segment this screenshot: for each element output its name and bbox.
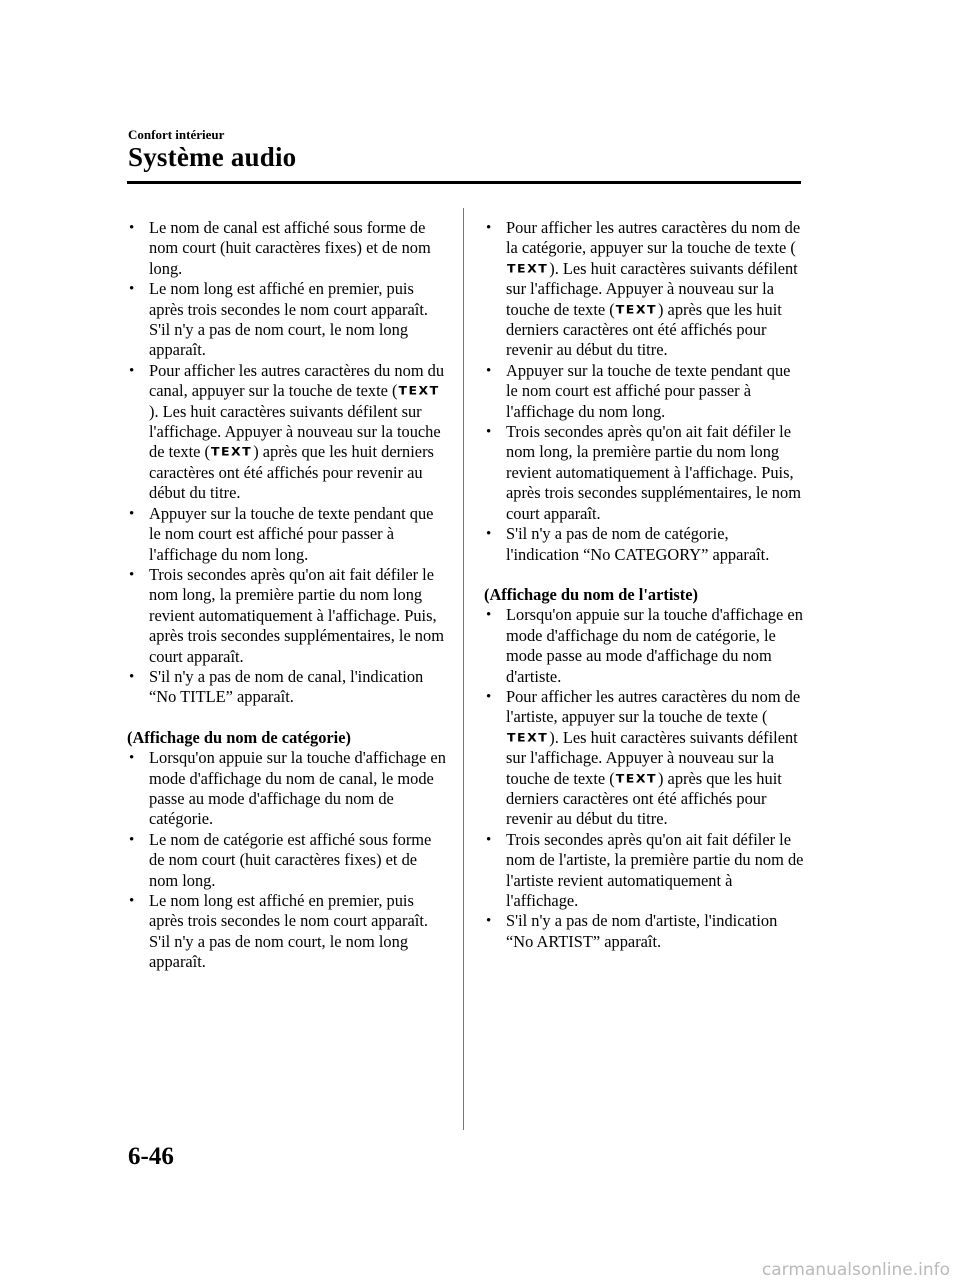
list-item — [484, 687, 804, 830]
list-item-text: ) après que les huit derniers caractères ont été affichés pour revenir au début du titre. — [149, 442, 434, 503]
list-item: • Trois secondes après qu'on ait fait défiler le nom long, la première partie du nom long revient automatiquement à l'affichage. Puis, après trois secondes supplémentaires, le nom court apparaît. — [127, 565, 447, 667]
page-title: Système audio — [128, 142, 297, 172]
category-bullet-list — [127, 748, 447, 972]
list-item: • S'il n'y a pas de nom d'artiste, l'indication “No ARTIST” apparaît. — [484, 911, 804, 952]
text-key-icon: TEXT — [507, 730, 549, 745]
artist-heading: (Affichage du nom de l'artiste) — [484, 584, 698, 604]
list-item-text: ). Les huit caractères suivants défilent sur l'affichage. Appuyer à nouveau sur la touche de texte ( — [506, 258, 798, 319]
list-item-text: Pour afficher les autres caractères du nom de l'artiste, appuyer sur la touche de texte ( — [506, 686, 801, 727]
right-column — [484, 218, 804, 952]
list-item: • Appuyer sur la touche de texte pendant que le nom court est affiché pour passer à l'affichage du nom long. — [127, 504, 447, 565]
category-continued-bullet-list — [484, 218, 804, 565]
column-divider — [463, 208, 464, 1130]
artist-bullet-list — [484, 605, 804, 952]
list-item: • Le nom long est affiché en premier, puis après trois secondes le nom court apparaît. S'il n'y a pas de nom court, le nom long apparaît. — [127, 279, 447, 361]
watermark: carmanualsonline.info — [761, 1260, 950, 1280]
list-item-text: ). Les huit caractères suivants défilent sur l'affichage. Appuyer à nouveau sur la touche de texte ( — [149, 401, 441, 462]
channel-bullet-list — [127, 218, 447, 708]
list-item: • Le nom de canal est affiché sous forme de nom court (huit caractères fixes) et de nom long. — [127, 218, 447, 279]
left-column — [127, 218, 447, 973]
list-item: • Trois secondes après qu'on ait fait défiler le nom long, la première partie du nom long revient automatiquement à l'affichage. Puis, après trois secondes supplémentaires, le nom court apparaît. — [484, 422, 804, 524]
list-item: • S'il n'y a pas de nom de canal, l'indication “No TITLE” apparaît. — [127, 667, 447, 708]
list-item-text: ). Les huit caractères suivants défilent sur l'affichage. Appuyer à nouveau sur la touche de texte ( — [506, 727, 798, 788]
list-item: • S'il n'y a pas de nom de catégorie, l'indication “No CATEGORY” apparaît. — [484, 524, 804, 565]
category-heading: (Affichage du nom de catégorie) — [127, 727, 351, 747]
list-item — [127, 361, 447, 504]
list-item-text: ) après que les huit derniers caractères ont été affichés pour revenir au début du titre. — [506, 768, 782, 829]
list-item: • Le nom long est affiché en premier, puis après trois secondes le nom court apparaît. S'il n'y a pas de nom court, le nom long apparaît. — [127, 891, 447, 973]
text-key-icon: TEXT — [398, 383, 440, 398]
list-item — [484, 218, 804, 361]
list-item-text: Pour afficher les autres caractères du nom de la catégorie, appuyer sur la touche de texte ( — [506, 218, 801, 258]
page-number: 6-46 — [128, 1143, 174, 1170]
header-rule — [127, 181, 801, 184]
text-key-icon: TEXT — [210, 445, 253, 459]
list-item-text: Pour afficher les autres caractères du nom du canal, appuyer sur la touche de texte ( — [149, 360, 445, 401]
list-item: • Lorsqu'on appuie sur la touche d'affichage en mode d'affichage du nom de catégorie, le mode passe au mode d'affichage du nom d'artiste. — [484, 605, 804, 687]
section-label: Confort intérieur — [128, 127, 225, 142]
text-key-icon: TEXT — [507, 261, 549, 276]
list-item: • Lorsqu'on appuie sur la touche d'affichage en mode d'affichage du nom de canal, le mode passe au mode d'affichage du nom de catégorie. — [127, 748, 447, 830]
text-key-icon: TEXT — [615, 771, 657, 785]
list-item: • Trois secondes après qu'on ait fait défiler le nom de l'artiste, la première partie du nom de l'artiste revient automatiquement à l'affichage. — [484, 830, 804, 912]
list-item: • Le nom de catégorie est affiché sous forme de nom court (huit caractères fixes) et de nom long. — [127, 830, 447, 891]
text-key-icon: TEXT — [615, 302, 657, 317]
list-item: • Appuyer sur la touche de texte pendant que le nom court est affiché pour passer à l'affichage du nom long. — [484, 361, 804, 422]
list-item-text: ) après que les huit derniers caractères ont été affichés pour revenir au début du titre. — [506, 299, 782, 360]
